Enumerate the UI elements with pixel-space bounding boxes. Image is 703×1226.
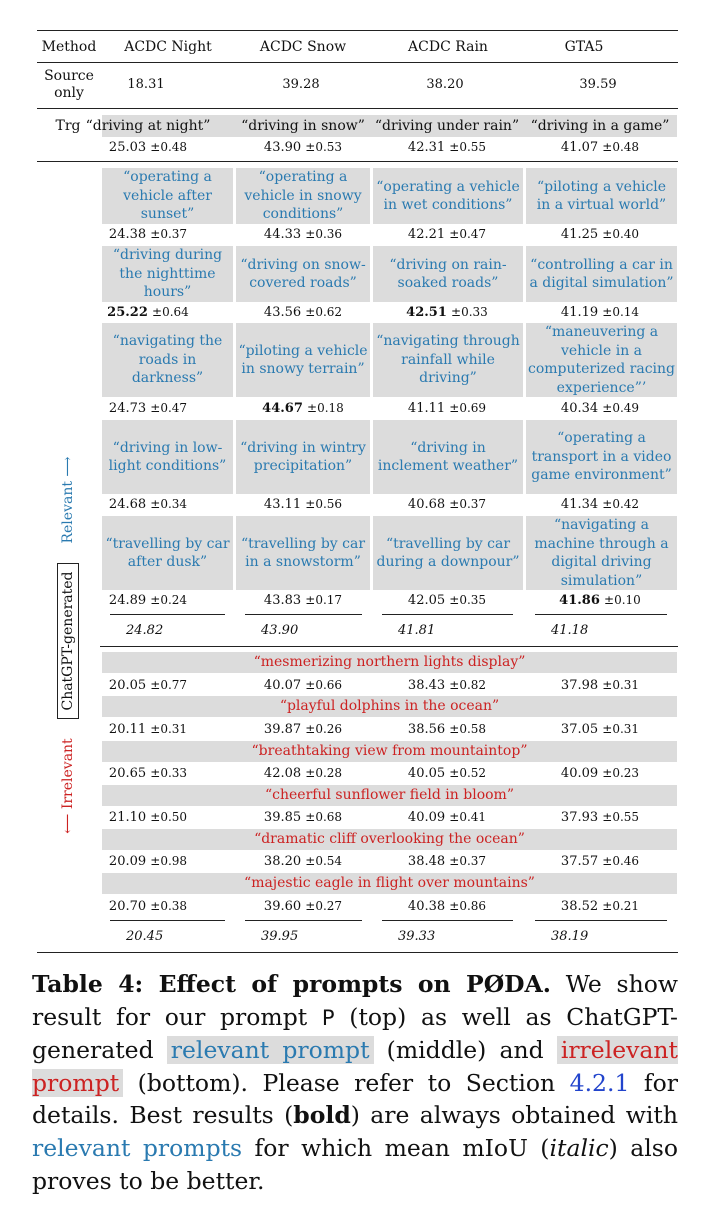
trg-label: Trg xyxy=(55,118,81,134)
relevant-prompt: “operating a vehicle after sunset” xyxy=(123,169,212,223)
value-mean: 24.73 xyxy=(108,401,147,416)
irrelevant-mean-value: 38.19 xyxy=(551,929,589,944)
value-mean: 41.86 xyxy=(559,593,600,608)
irrelevant-value xyxy=(374,765,520,782)
caption-text-8: ) also proves to be better. xyxy=(32,1133,678,1195)
value-mean: 43.11 xyxy=(263,497,302,512)
value-std: ±0.64 xyxy=(152,305,189,319)
irrelevant-prompt-highlight: irrelevant prompt xyxy=(32,1036,678,1097)
header-dataset: ACDC Rain xyxy=(408,39,488,55)
value-std: ±0.28 xyxy=(305,766,343,780)
value-mean: 25.22 xyxy=(107,305,148,320)
value-mean: 40.34 xyxy=(560,401,599,416)
value-mean: 41.34 xyxy=(560,497,599,512)
caption-text-1: We show result for our prompt xyxy=(32,970,678,1031)
value-std: ±0.69 xyxy=(449,401,487,415)
value-std: ±0.98 xyxy=(150,854,188,868)
value-std: ±0.55 xyxy=(449,140,487,154)
value-std: ±0.33 xyxy=(451,305,488,319)
relevant-value xyxy=(527,400,673,417)
source-value: 39.59 xyxy=(579,77,617,92)
value-mean: 38.48 xyxy=(407,854,446,869)
prompt-symbol: P xyxy=(321,1005,335,1030)
value-mean: 41.07 xyxy=(560,140,599,155)
relevant-value xyxy=(82,304,214,321)
section-link[interactable]: 4.2.1 xyxy=(569,1068,630,1097)
value-std: ±0.37 xyxy=(150,227,188,241)
value-mean: 20.05 xyxy=(108,678,147,693)
value-std: ±0.55 xyxy=(602,810,640,824)
irrelevant-value xyxy=(527,765,673,782)
source-value: 38.20 xyxy=(426,77,464,92)
value-mean: 37.93 xyxy=(560,810,599,825)
value-std: ±0.31 xyxy=(150,722,188,736)
value-std: ±0.62 xyxy=(305,305,343,319)
value-std: ±0.41 xyxy=(449,810,487,824)
value-mean: 40.09 xyxy=(560,766,599,781)
trg-value xyxy=(374,139,520,156)
value-std: ±0.58 xyxy=(449,722,487,736)
irrelevant-value xyxy=(527,809,673,826)
value-std: ±0.23 xyxy=(602,766,640,780)
relevant-value xyxy=(233,226,373,243)
irrelevant-value xyxy=(82,853,214,870)
relevant-prompt: “maneuvering a vehicle in a computerized racing experience”’ xyxy=(528,324,676,396)
trg-prompt: “driving at night” xyxy=(85,118,211,134)
relevant-irrelevant-rule xyxy=(100,646,678,647)
irrelevant-value xyxy=(82,809,214,826)
value-std: ±0.52 xyxy=(449,766,487,780)
value-mean: 40.09 xyxy=(407,810,446,825)
irrelevant-value xyxy=(82,898,214,915)
irrelevant-value xyxy=(233,765,373,782)
value-mean: 38.20 xyxy=(263,854,302,869)
value-std: ±0.36 xyxy=(305,227,343,241)
irrelevant-side-label: ⟵ Irrelevant xyxy=(60,738,76,834)
irrelevant-value xyxy=(527,677,673,694)
value-mean: 38.56 xyxy=(407,722,446,737)
relevant-prompt: “driving in inclement weather” xyxy=(377,439,519,474)
irrelevant-prompt: “playful dolphins in the ocean” xyxy=(279,698,500,714)
relevant-prompt: “navigating through rainfall while driving” xyxy=(376,333,520,387)
value-mean: 20.65 xyxy=(108,766,147,781)
caption-text-6: ) are always obtained with xyxy=(350,1101,678,1130)
irrelevant-value xyxy=(233,677,373,694)
relevant-value xyxy=(374,400,520,417)
value-std: ±0.17 xyxy=(305,593,343,607)
trg-value xyxy=(527,139,673,156)
value-std: ±0.66 xyxy=(305,678,343,692)
value-mean: 40.68 xyxy=(407,497,446,512)
value-std: ±0.56 xyxy=(305,497,343,511)
relevant-prompt: “travelling by car in a snowstorm” xyxy=(240,535,366,570)
relevant-prompt: “driving on snow-covered roads” xyxy=(240,256,366,291)
relevant-prompt: “operating a vehicle in snowy conditions” xyxy=(244,169,362,223)
value-mean: 38.43 xyxy=(407,678,446,693)
relevant-prompt: “operating a transport in a video game environment” xyxy=(531,430,672,484)
value-mean: 44.33 xyxy=(263,227,302,242)
value-mean: 41.19 xyxy=(560,305,599,320)
trg-value xyxy=(233,139,373,156)
irrelevant-value xyxy=(233,853,373,870)
value-std: ±0.31 xyxy=(602,722,640,736)
irrelevant-value xyxy=(527,898,673,915)
relevant-value xyxy=(82,496,214,513)
value-std: ±0.21 xyxy=(602,899,640,913)
mean-separator xyxy=(382,920,513,921)
value-std: ±0.37 xyxy=(449,497,487,511)
relevant-prompt: “operating a vehicle in wet conditions” xyxy=(376,178,520,213)
value-std: ±0.77 xyxy=(150,678,188,692)
caption-text-3: (middle) and xyxy=(373,1036,557,1065)
relevant-value xyxy=(82,226,214,243)
mean-separator xyxy=(110,614,225,615)
value-mean: 37.05 xyxy=(560,722,599,737)
source-value: 39.28 xyxy=(282,77,320,92)
relevant-value xyxy=(82,592,214,609)
value-std: ±0.47 xyxy=(150,401,188,415)
value-std: ±0.54 xyxy=(305,854,343,868)
value-mean: 37.57 xyxy=(560,854,599,869)
value-mean: 43.90 xyxy=(263,140,302,155)
relevant-value xyxy=(527,592,673,609)
value-mean: 43.56 xyxy=(263,305,302,320)
relevant-value xyxy=(233,400,373,417)
irrelevant-prompt: “dramatic cliff overlooking the ocean” xyxy=(254,831,525,847)
relevant-prompt: “travelling by car during a downpour” xyxy=(376,535,520,570)
mean-separator xyxy=(245,920,362,921)
relevant-value xyxy=(233,304,373,321)
bottom-rule xyxy=(37,952,678,953)
mean-separator xyxy=(535,920,667,921)
relevant-mean-value: 41.81 xyxy=(398,623,436,638)
value-mean: 39.60 xyxy=(263,899,302,914)
trg-prompt: “driving in snow” xyxy=(241,118,365,134)
value-mean: 21.10 xyxy=(108,810,147,825)
source-only-label: Source only xyxy=(44,68,94,101)
value-std: ±0.38 xyxy=(150,899,188,913)
relevant-prompt: “navigating a machine through a digital driving simulation” xyxy=(534,517,669,589)
value-std: ±0.82 xyxy=(449,678,487,692)
header-rule xyxy=(37,62,678,63)
value-std: ±0.47 xyxy=(449,227,487,241)
irrelevant-value xyxy=(82,721,214,738)
value-mean: 20.09 xyxy=(108,854,147,869)
relevant-prompt: “driving on rain-soaked roads” xyxy=(389,256,507,291)
value-mean: 41.25 xyxy=(560,227,599,242)
relevant-value xyxy=(374,226,520,243)
value-std: ±0.14 xyxy=(602,305,640,319)
mean-separator xyxy=(245,614,362,615)
irrelevant-value xyxy=(374,677,520,694)
value-mean: 20.70 xyxy=(108,899,147,914)
chatgpt-side-label: ChatGPT-generated xyxy=(57,563,79,719)
value-mean: 24.68 xyxy=(108,497,147,512)
relevant-prompt: “travelling by car after dusk” xyxy=(105,535,230,570)
value-mean: 42.31 xyxy=(407,140,446,155)
irrelevant-value xyxy=(233,721,373,738)
source-rule xyxy=(37,108,678,109)
irrelevant-value xyxy=(527,853,673,870)
value-std: ±0.49 xyxy=(602,401,640,415)
value-mean: 20.11 xyxy=(108,722,147,737)
relevant-value xyxy=(233,496,373,513)
caption-italic-word: italic xyxy=(549,1133,609,1162)
relevant-prompt: “controlling a car in a digital simulation” xyxy=(529,256,674,291)
relevant-value xyxy=(527,304,673,321)
value-std: ±0.18 xyxy=(307,401,344,415)
irrelevant-value xyxy=(82,677,214,694)
relevant-prompt: “driving in wintry precipitation” xyxy=(240,439,366,474)
relevant-prompt: “navigating the roads in darkness” xyxy=(112,333,223,387)
value-mean: 40.38 xyxy=(407,899,446,914)
irrelevant-value xyxy=(233,809,373,826)
header-method: Method xyxy=(41,39,97,55)
value-std: ±0.46 xyxy=(602,854,640,868)
value-mean: 40.05 xyxy=(407,766,446,781)
value-mean: 39.87 xyxy=(263,722,302,737)
caption-label: Table 4 xyxy=(32,970,135,998)
header-dataset: ACDC Night xyxy=(124,39,212,55)
relevant-value xyxy=(374,496,520,513)
relevant-mean-value: 24.82 xyxy=(126,623,164,638)
trg-prompt: “driving in a game” xyxy=(530,118,670,134)
value-mean: 40.07 xyxy=(263,678,302,693)
irrelevant-value xyxy=(82,765,214,782)
value-std: ±0.53 xyxy=(305,140,343,154)
value-std: ±0.35 xyxy=(449,593,487,607)
value-std: ±0.86 xyxy=(449,899,487,913)
relevant-value xyxy=(233,592,373,609)
relevant-mean-value: 43.90 xyxy=(261,623,299,638)
value-std: ±0.24 xyxy=(150,593,188,607)
relevant-value xyxy=(374,592,520,609)
value-mean: 42.21 xyxy=(407,227,446,242)
irrelevant-prompt: “cheerful sunflower field in bloom” xyxy=(265,787,514,803)
irrelevant-value xyxy=(374,809,520,826)
irrelevant-value xyxy=(527,721,673,738)
irrelevant-prompt: “breathtaking view from mountaintop” xyxy=(251,743,528,759)
irrelevant-prompt: “majestic eagle in flight over mountains” xyxy=(244,875,535,891)
source-value: 18.31 xyxy=(127,77,165,92)
irrelevant-value xyxy=(233,898,373,915)
mean-separator xyxy=(535,614,667,615)
caption-title: Effect of prompts on PØDA. xyxy=(158,970,551,998)
trg-prompt: “driving under rain” xyxy=(374,118,520,134)
relevant-mean-value: 41.18 xyxy=(551,623,589,638)
value-mean: 39.85 xyxy=(263,810,302,825)
mean-separator xyxy=(110,920,225,921)
value-mean: 41.11 xyxy=(407,401,446,416)
caption-text-2: (top) as well as ChatGPT-generated xyxy=(32,1002,678,1065)
relevant-prompt: “piloting a vehicle in snowy terrain” xyxy=(238,342,368,377)
value-mean: 42.05 xyxy=(407,593,446,608)
value-mean: 42.51 xyxy=(406,305,447,320)
value-mean: 25.03 xyxy=(108,140,147,155)
header-dataset: GTA5 xyxy=(564,39,604,55)
value-mean: 24.89 xyxy=(108,593,147,608)
value-std: ±0.42 xyxy=(602,497,640,511)
relevant-value xyxy=(374,304,520,321)
irrelevant-value xyxy=(374,853,520,870)
value-std: ±0.27 xyxy=(305,899,343,913)
caption-text-4: (bottom). Please refer to Section xyxy=(123,1068,570,1097)
irrelevant-mean-value: 20.45 xyxy=(126,929,164,944)
value-std: ±0.37 xyxy=(449,854,487,868)
value-std: ±0.33 xyxy=(150,766,188,780)
irrelevant-prompt: “mesmerizing northern lights display” xyxy=(253,654,526,670)
value-std: ±0.48 xyxy=(602,140,640,154)
trg-value xyxy=(82,139,214,156)
relevant-prompt-highlight: relevant prompt xyxy=(167,1036,374,1064)
value-std: ±0.34 xyxy=(150,497,188,511)
value-std: ±0.10 xyxy=(604,593,641,607)
trg-rule xyxy=(37,161,678,162)
header-dataset: ACDC Snow xyxy=(259,39,347,55)
value-mean: 37.98 xyxy=(560,678,599,693)
value-std: ±0.40 xyxy=(602,227,640,241)
mean-separator xyxy=(382,614,513,615)
caption-text-5: for details. Best results ( xyxy=(32,1068,678,1130)
relevant-side-label: Relevant ⟶ xyxy=(60,456,76,544)
relevant-prompts-text: relevant prompts xyxy=(32,1133,243,1162)
relevant-prompt: “piloting a vehicle in a virtual world” xyxy=(536,178,667,213)
value-std: ±0.50 xyxy=(150,810,188,824)
table-caption: Table 4: Effect of prompts on PØDA. We show result for our prompt P (top) as well as ChatGPT-generated relevant prompt (middle) and irrelevant prompt (bottom). Please refer to Section 4.2.1 for details. Best results (bold) are always obtained with relevant prompts for which mean mIoU (italic) also proves to be better. xyxy=(32,970,678,1195)
irrelevant-mean-value: 39.95 xyxy=(261,929,299,944)
relevant-value xyxy=(527,496,673,513)
value-mean: 24.38 xyxy=(108,227,147,242)
value-std: ±0.31 xyxy=(602,678,640,692)
relevant-value xyxy=(82,400,214,417)
value-mean: 42.08 xyxy=(263,766,302,781)
top-rule xyxy=(37,30,678,31)
relevant-prompt: “driving during the nighttime hours” xyxy=(112,247,223,301)
value-std: ±0.26 xyxy=(305,722,343,736)
irrelevant-value xyxy=(374,721,520,738)
relevant-value xyxy=(527,226,673,243)
value-mean: 43.83 xyxy=(263,593,302,608)
relevant-prompt: “driving in low-light conditions” xyxy=(108,439,227,474)
value-mean: 44.67 xyxy=(262,401,303,416)
irrelevant-value xyxy=(374,898,520,915)
value-std: ±0.68 xyxy=(305,810,343,824)
caption-text-7: for which mean mIoU ( xyxy=(242,1133,550,1162)
caption-bold-word: bold xyxy=(293,1101,351,1130)
value-mean: 38.52 xyxy=(560,899,599,914)
value-std: ±0.48 xyxy=(150,140,188,154)
irrelevant-mean-value: 39.33 xyxy=(398,929,436,944)
